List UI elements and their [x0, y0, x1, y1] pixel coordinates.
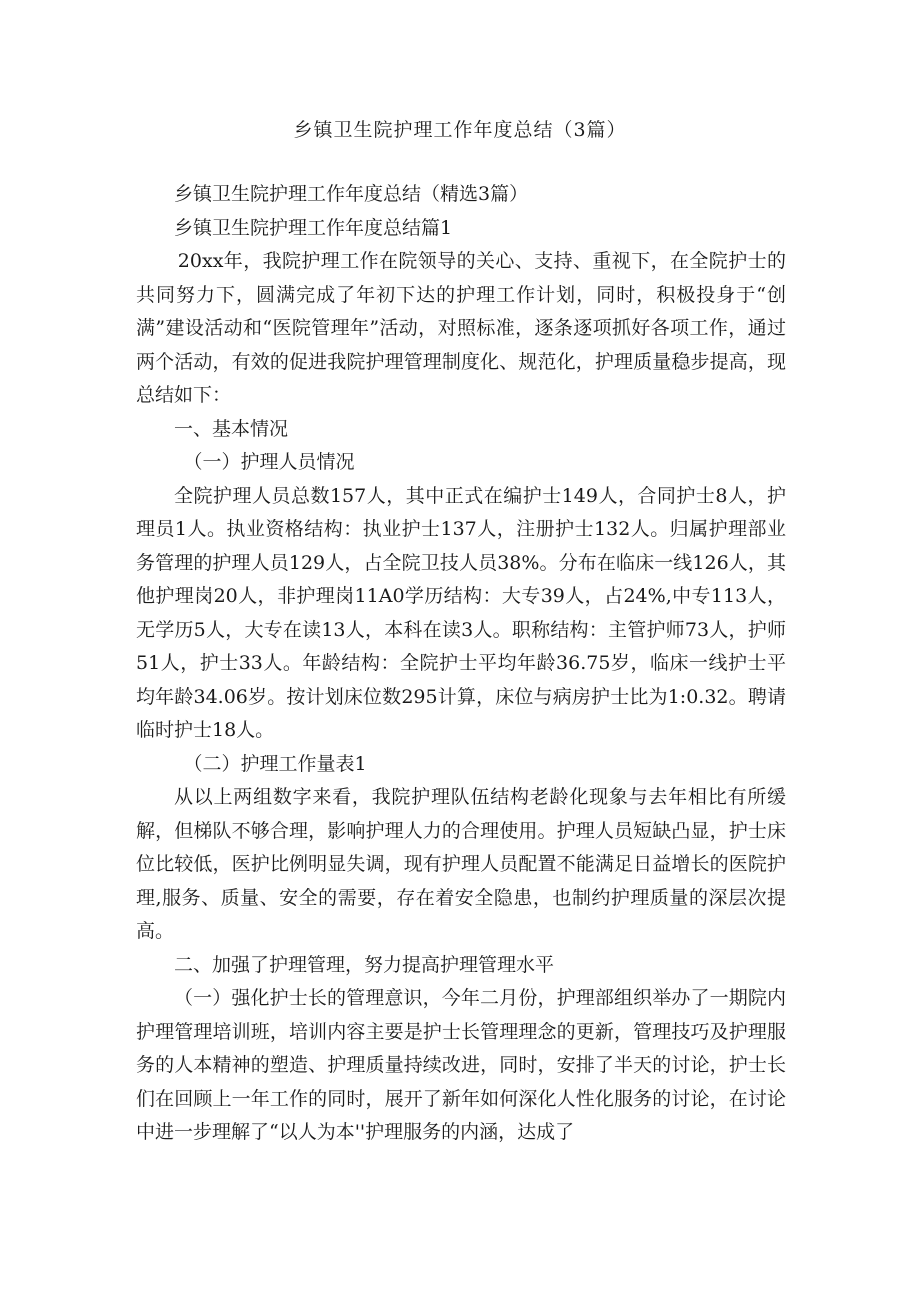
analysis-paragraph: 从以上两组数字来看，我院护理队伍结构老龄化现象与去年相比有所缓解，但梯队不够合理，影响护理人力的合理使用。护理人员短缺凸显，护士床位比较低，医护比例明显失调，现有护理人员配置不能满足日益增长的医院护理,服务、质量、安全的需要，存在着安全隐患，也制约护理质量的深层次提高。: [136, 786, 786, 942]
document-body: [136, 178, 786, 1150]
intro-paragraph: 20xx年，我院护理工作在院领导的关心、支持、重视下，在全院护士的共同努力下，圆满完成了年初下达的护理工作计划，同时，积极投身于“创满”建设活动和“医院管理年”活动，对照标准，逐条逐项抓好各项工作，通过两个活动，有效的促进我院护理管理制度化、规范化，护理质量稳步提高，现总结如下：: [136, 250, 786, 406]
section-heading-2: 二、加强了护理管理，努力提高护理管理水平: [174, 953, 555, 976]
subsection-heading-1-2: （二）护理工作量表1: [183, 752, 367, 775]
management-paragraph: （一）强化护士长的管理意识，今年二月份，护理部组织举办了一期院内护理管理培训班，培训内容主要是护士长管理理念的更新，管理技巧及护理服务的人本精神的塑造、护理质量持续改进，同时，安排了半天的讨论，护士长们在回顾上一年工作的同时，展开了新年如何深化人性化服务的讨论，在讨论中进一步理解了“以人为本''护理服务的内涵，达成了: [136, 987, 786, 1143]
subsection-heading-1-1: （一）护理人员情况: [183, 451, 355, 473]
subtitle-paragraph: 乡镇卫生院护理工作年度总结（精选3篇）: [174, 183, 529, 205]
document-title: 乡镇卫生院护理工作年度总结（3篇）: [293, 119, 627, 141]
section-heading-1: 一、基本情况: [174, 417, 289, 440]
article-heading: 乡镇卫生院护理工作年度总结篇1: [174, 216, 453, 239]
staffing-paragraph: 全院护理人员总数157人，其中正式在编护士149人，合同护士8人，护理员1人。执业资格结构：执业护士137人，注册护士132人。归属护理部业务管理的护理人员129人，占全院卫技人员38%。分布在临床一线126人，其他护理岗20人，非护理岗11A0学历结构：大专39人，占24%,中专113人，无学历5人，大专在读13人，本科在读3人。职称结构：主管护师73人，护师51人，护士33人。年龄结构：全院护士平均年龄36.75岁，临床一线护士平均年龄34.06岁。按计划床位数295计算，床位与病房护士比为1:0.32。聘请临时护士18人。: [136, 484, 786, 741]
